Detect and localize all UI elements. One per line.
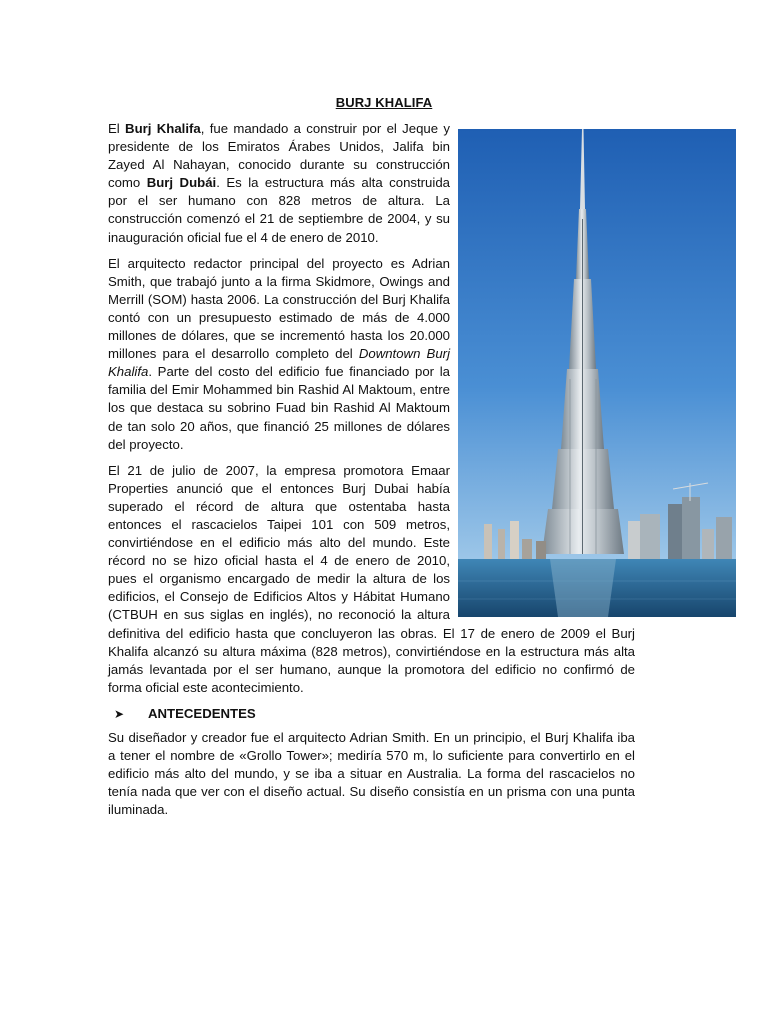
paragraph-antecedentes: Su diseñador y creador fue el arquitecto Adrian Smith. En un principio, el Burj Khalifa iba a tener el nombre de «Grollo Tower»; mediría 570 m, lo suficiente para convertirlo en el edificio más alto del mundo, y se iba a situar en Australia. La forma del rascacielos no tenía nada que ver con el diseño actual. Su diseño consistía en un prisma con una punta iluminada. <box>108 730 635 818</box>
paragraph-record: El 21 de julio de 2007, la empresa promotora Emaar Properties anunció que el entonces Burj Dubai había superado el récord de altura que ostentaba hasta entonces el rascacielos Taipei 101 con 509 metros, convirtiéndose en el edificio más alto del mundo. Este récord no se hizo oficial hasta el 4 de enero de 2010, pues el organismo encargado de medir la altura de los edificios, el Consejo de Edificios Altos y Hábitat Humano (CTBUH en sus siglas en inglés), no reconoció la altura definitiva del edificio hasta que concluyeron las obras. El 17 de enero de 2009 el Burj Khalifa alcanzó su altura máxima (828 metros), convirtiéndose en la estructura más alta jamás levantada por el ser humano, aunque la promotora del edificio no confirmó de forma oficial este acontecimiento. <box>108 462 635 695</box>
page-title: BURJ KHALIFA <box>335 95 433 110</box>
intro-text-3: . Es la estructura más alta construida por el ser humano con 828 metros de altura. La construcción comenzó el 21 de septiembre de 2004, y su inauguración oficial fue el 4 de enero de 2010. <box>108 175 450 245</box>
arrow-bullet-icon: ➤ <box>114 706 125 721</box>
intro-text-2: , fue mandado a construir por el Jeque y presidente de los Emiratos Árabes Unidos, Jalifa bin Zayed Al Nahayan, conocido durante su construcción como <box>108 121 450 191</box>
intro-text-1: El <box>108 121 126 136</box>
architect-italic-downtown: Downtown Burj Khalifa <box>108 346 450 380</box>
document-body <box>108 120 635 827</box>
burj-khalifa-photo <box>458 129 736 617</box>
architect-text-1: El arquitecto redactor principal del proyecto es Adrian Smith, que trabajó junto a la firma Skidmore, Owings and Merrill (SOM) hasta 2006. La construcción del Burj Khalifa contó con un presupuesto estimado de más de 4.000 millones de dólares, que se incrementó hasta los 20.000 millones para el desarrollo completo del <box>108 255 450 362</box>
section-heading-label: ANTECEDENTES <box>148 705 256 721</box>
intro-bold-burj-khalifa: Burj Khalifa <box>125 121 201 136</box>
intro-bold-burj-dubai: Burj Dubái <box>146 175 217 191</box>
architect-text-2: . Parte del costo del edificio fue financiado por la familia del Emir Mohammed bin Rashid Al Maktoum, entre los que destaca su sobrino Fuad bin Rashid Al Maktoum de tan solo 20 años, que financió 25 millones de dólares del proyecto. <box>108 364 450 452</box>
section-heading-antecedentes <box>108 705 635 723</box>
